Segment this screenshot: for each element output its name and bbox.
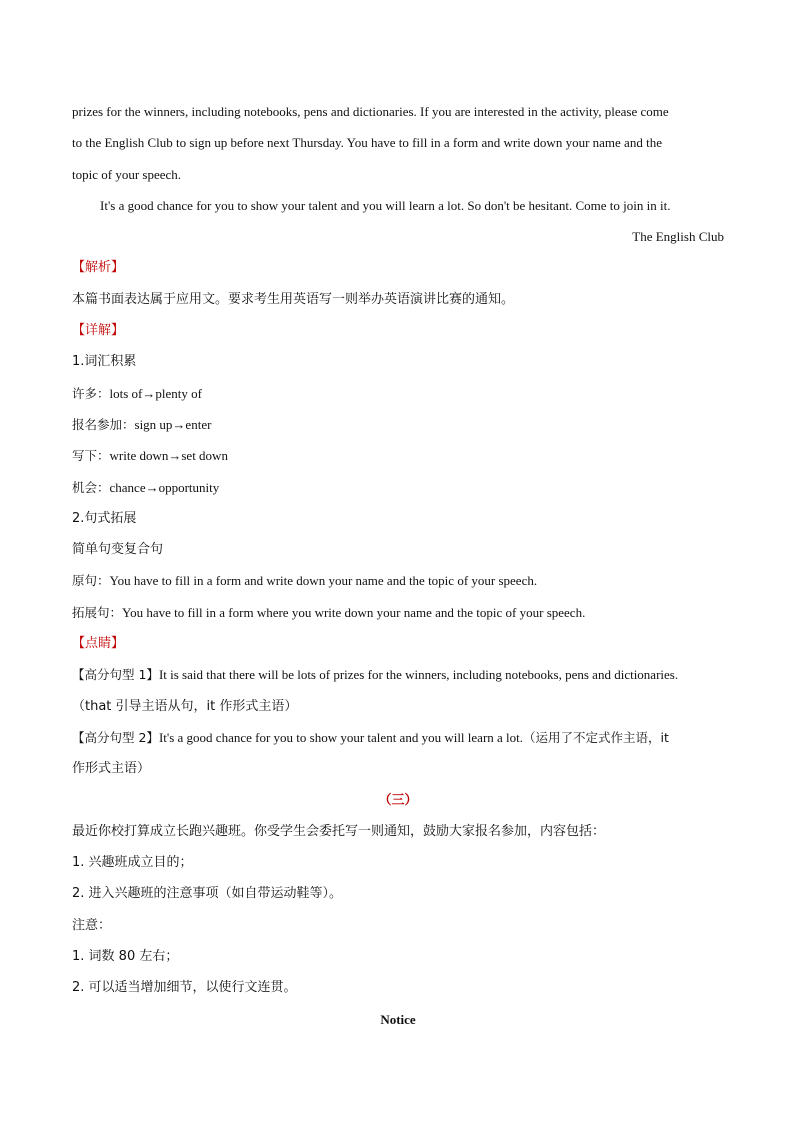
xiangjie-heading: 【详解】 (72, 323, 125, 339)
passage-line-3: topic of your speech. (72, 166, 182, 182)
task-item: 1. 兴趣班成立目的； (72, 855, 193, 871)
vocab-item: 许多：lots of→plenty of (72, 385, 202, 401)
vocab-title: 1.词汇积累 (72, 354, 137, 370)
passage-line-1: prizes for the winners, including notebooks, pens and dictionaries. If you are interested in the activity, please come (72, 104, 669, 119)
passage-line-4: It's a good chance for you to show your talent and you will learn a lot. So don't be hesitant. Come to join in it. (100, 197, 671, 213)
passage-line-2: to the English Club to sign up before next Thursday. You have to fill in a form and write down your name and the (72, 135, 662, 151)
vocab-item: 报名参加：sign up→enter (72, 416, 212, 432)
jiexi-text: 本篇书面表达属于应用文。要求考生用英语写一则举办英语演讲比赛的通知。 (72, 291, 515, 307)
note-item: 1. 词数 80 左右； (72, 949, 179, 965)
section-title: （三） (378, 792, 418, 808)
task-prompt: 最近你校打算成立长跑兴趣班。你受学生会委托写一则通知，鼓励大家报名参加，内容包括： (72, 823, 606, 839)
vocab-item: 写下：write down→set down (72, 448, 228, 464)
original-sentence: 原句：You have to fill in a form and write down your name and the topic of your speech. (72, 573, 538, 589)
dianjing-heading: 【点睛】 (72, 636, 125, 652)
sentence-subtitle: 简单句变复合句 (72, 542, 164, 558)
passage-signature: The English Club (632, 229, 724, 245)
note-title: 注意： (72, 917, 112, 933)
key-sentence-1: 【高分句型 1】It is said that there will be lots of prizes for the winners, including notebooks, pens and dictionaries. (72, 667, 679, 683)
vocab-item: 机会：chance→opportunity (72, 479, 220, 495)
task-item: 2. 进入兴趣班的注意事项（如自带运动鞋等）。 (72, 886, 343, 902)
jiexi-heading: 【解析】 (72, 260, 125, 276)
key-sentence-1-note: （that 引导主语从句，it 作形式主语） (72, 698, 298, 714)
key-sentence-2-note: 作形式主语） (72, 761, 151, 777)
expanded-sentence: 拓展句：You have to fill in a form where you write down your name and the topic of your speech. (72, 604, 586, 620)
key-sentence-2: 【高分句型 2】It's a good chance for you to show your talent and you will learn a lot.（运用了不定式作主语，it (72, 729, 669, 745)
notice-title: Notice (380, 1011, 416, 1027)
sentence-title: 2.句式拓展 (72, 510, 137, 526)
note-item: 2. 可以适当增加细节，以使行文连贯。 (72, 980, 297, 996)
document-page (72, 96, 724, 1035)
